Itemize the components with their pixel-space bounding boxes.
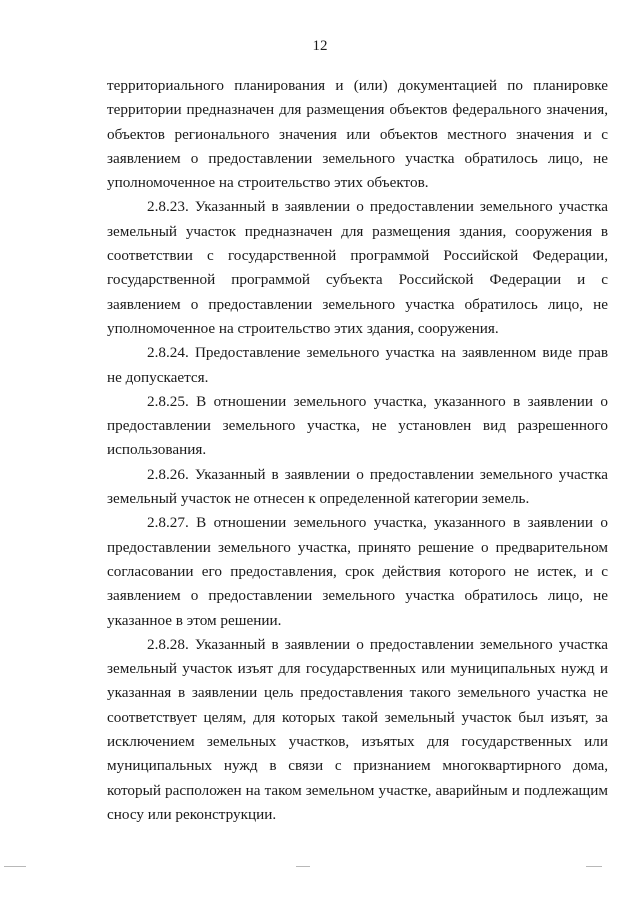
paragraph-2-8-23: 2.8.23. Указанный в заявлении о предоставлении земельного участка земельный участок предназначен для размещения здания, сооружения в соответствии с государственной программой Российской Федерации, государственной программой субъекта Российской Федерации и с заявлением о предоставлении земельного участка обратилось лицо, не уполномоченное на строительство этих здания, сооружения.: [107, 198, 608, 337]
page-number: 12: [312, 38, 328, 54]
scan-artifact-left: [4, 866, 26, 867]
paragraph-2-8-24: 2.8.24. Предоставление земельного участка на заявленном виде прав не допускается.: [107, 344, 608, 386]
paragraph-continuation: территориального планирования и (или) документацией по планировке территории предназначен для размещения объектов федерального значения, объектов регионального значения или объектов местного значения и с заявлением о предоставлении земельного участка обратилось лицо, не уполномоченное на строительство этих объектов.: [107, 77, 608, 192]
paragraph-2-8-26: 2.8.26. Указанный в заявлении о предоставлении земельного участка земельный участок не отнесен к определенной категории земель.: [107, 465, 608, 508]
scan-artifact-center: [296, 866, 310, 867]
scan-artifact-right: [586, 866, 602, 867]
page-body: [107, 74, 608, 827]
paragraph-2-8-28: 2.8.28. Указанный в заявлении о предоставлении земельного участка земельный участок изъят для государственных или муниципальных нужд и указанная в заявлении цель предоставления такого земельного участка не соответствует целям, для которых такой земельный участок был изъят, за исключением земельных участков, изъятых для государственных или муниципальных нужд в связи с признанием многоквартирного дома, который расположен на таком земельном участке, аварийным и подлежащим сносу или реконструкции.: [107, 635, 608, 823]
paragraph-2-8-25: 2.8.25. В отношении земельного участка, указанного в заявлении о предоставлении земельного участка, не установлен вид разрешенного использования.: [107, 392, 608, 459]
paragraph-2-8-27: 2.8.27. В отношении земельного участка, указанного в заявлении о предоставлении земельного участка, принято решение о предварительном согласовании его предоставления, срок действия которого не истек, и с заявлением о предоставлении земельного участка обратилось лицо, не указанное в этом решении.: [107, 514, 608, 629]
